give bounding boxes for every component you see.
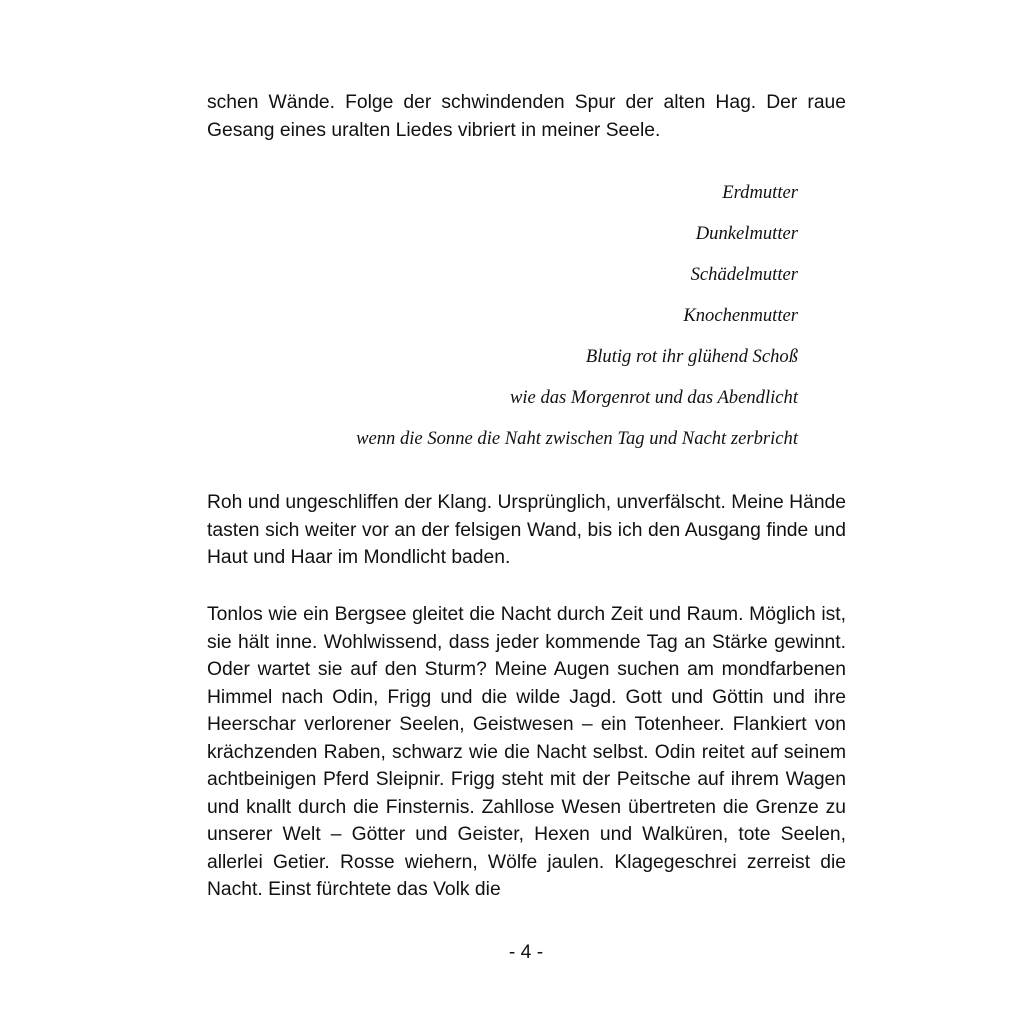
page-number: - 4 - [508,942,544,963]
poem-line: wie das Morgenrot und das Abendlicht [509,387,798,408]
paragraph-intro: schen Wände. Folge der schwindenden Spur der alten Hag. Der raue Gesang eines uralten Liedes vibriert in meiner Seele. [207,92,846,141]
poem-line: Schädelmutter [690,264,798,285]
poem-line: Blutig rot ihr glühend Schoß [585,346,798,367]
paragraph-wild-hunt: Tonlos wie ein Bergsee gleitet die Nacht durch Zeit und Raum. Möglich ist, sie hält inne. Wohlwissend, dass jeder kommende Tag an Stärke gewinnt. Oder wartet sie auf den Sturm? Meine Augen suchen am mondfarbenen Himmel nach Odin, Frigg und die wilde Jagd. Gott und Göttin und ihre Heerschar verlorener Seelen, Geistwesen – ein Totenheer. Flankiert von krächzenden Raben, schwarz wie die Nacht selbst. Odin reitet auf seinem achtbeinigen Pferd Sleipnir. Frigg steht mit der Peitsche auf ihrem Wagen und knallt durch die Finsternis. Zahllose Wesen übertreten die Grenze zu unserer Welt – Götter und Geister, Hexen und Walküren, tote Seelen, allerlei Getier. Rosse wiehern, Wölfe jaulen. Klagegeschrei zerreist die Nacht. Einst fürchtete das Volk die [207,604,846,900]
poem-line: wenn die Sonne die Naht zwischen Tag und Nacht zerbricht [356,428,798,449]
poem-verse [356,180,798,467]
poem-line: Knochenmutter [683,305,798,326]
poem-line: Dunkelmutter [695,223,798,244]
paragraph-cave-exit: Roh und ungeschliffen der Klang. Ursprünglich, unverfälscht. Meine Hände tasten sich weiter vor an der felsigen Wand, bis ich den Ausgang finde und Haut und Haar im Mondlicht baden. [207,492,846,568]
poem-line: Erdmutter [722,182,798,203]
